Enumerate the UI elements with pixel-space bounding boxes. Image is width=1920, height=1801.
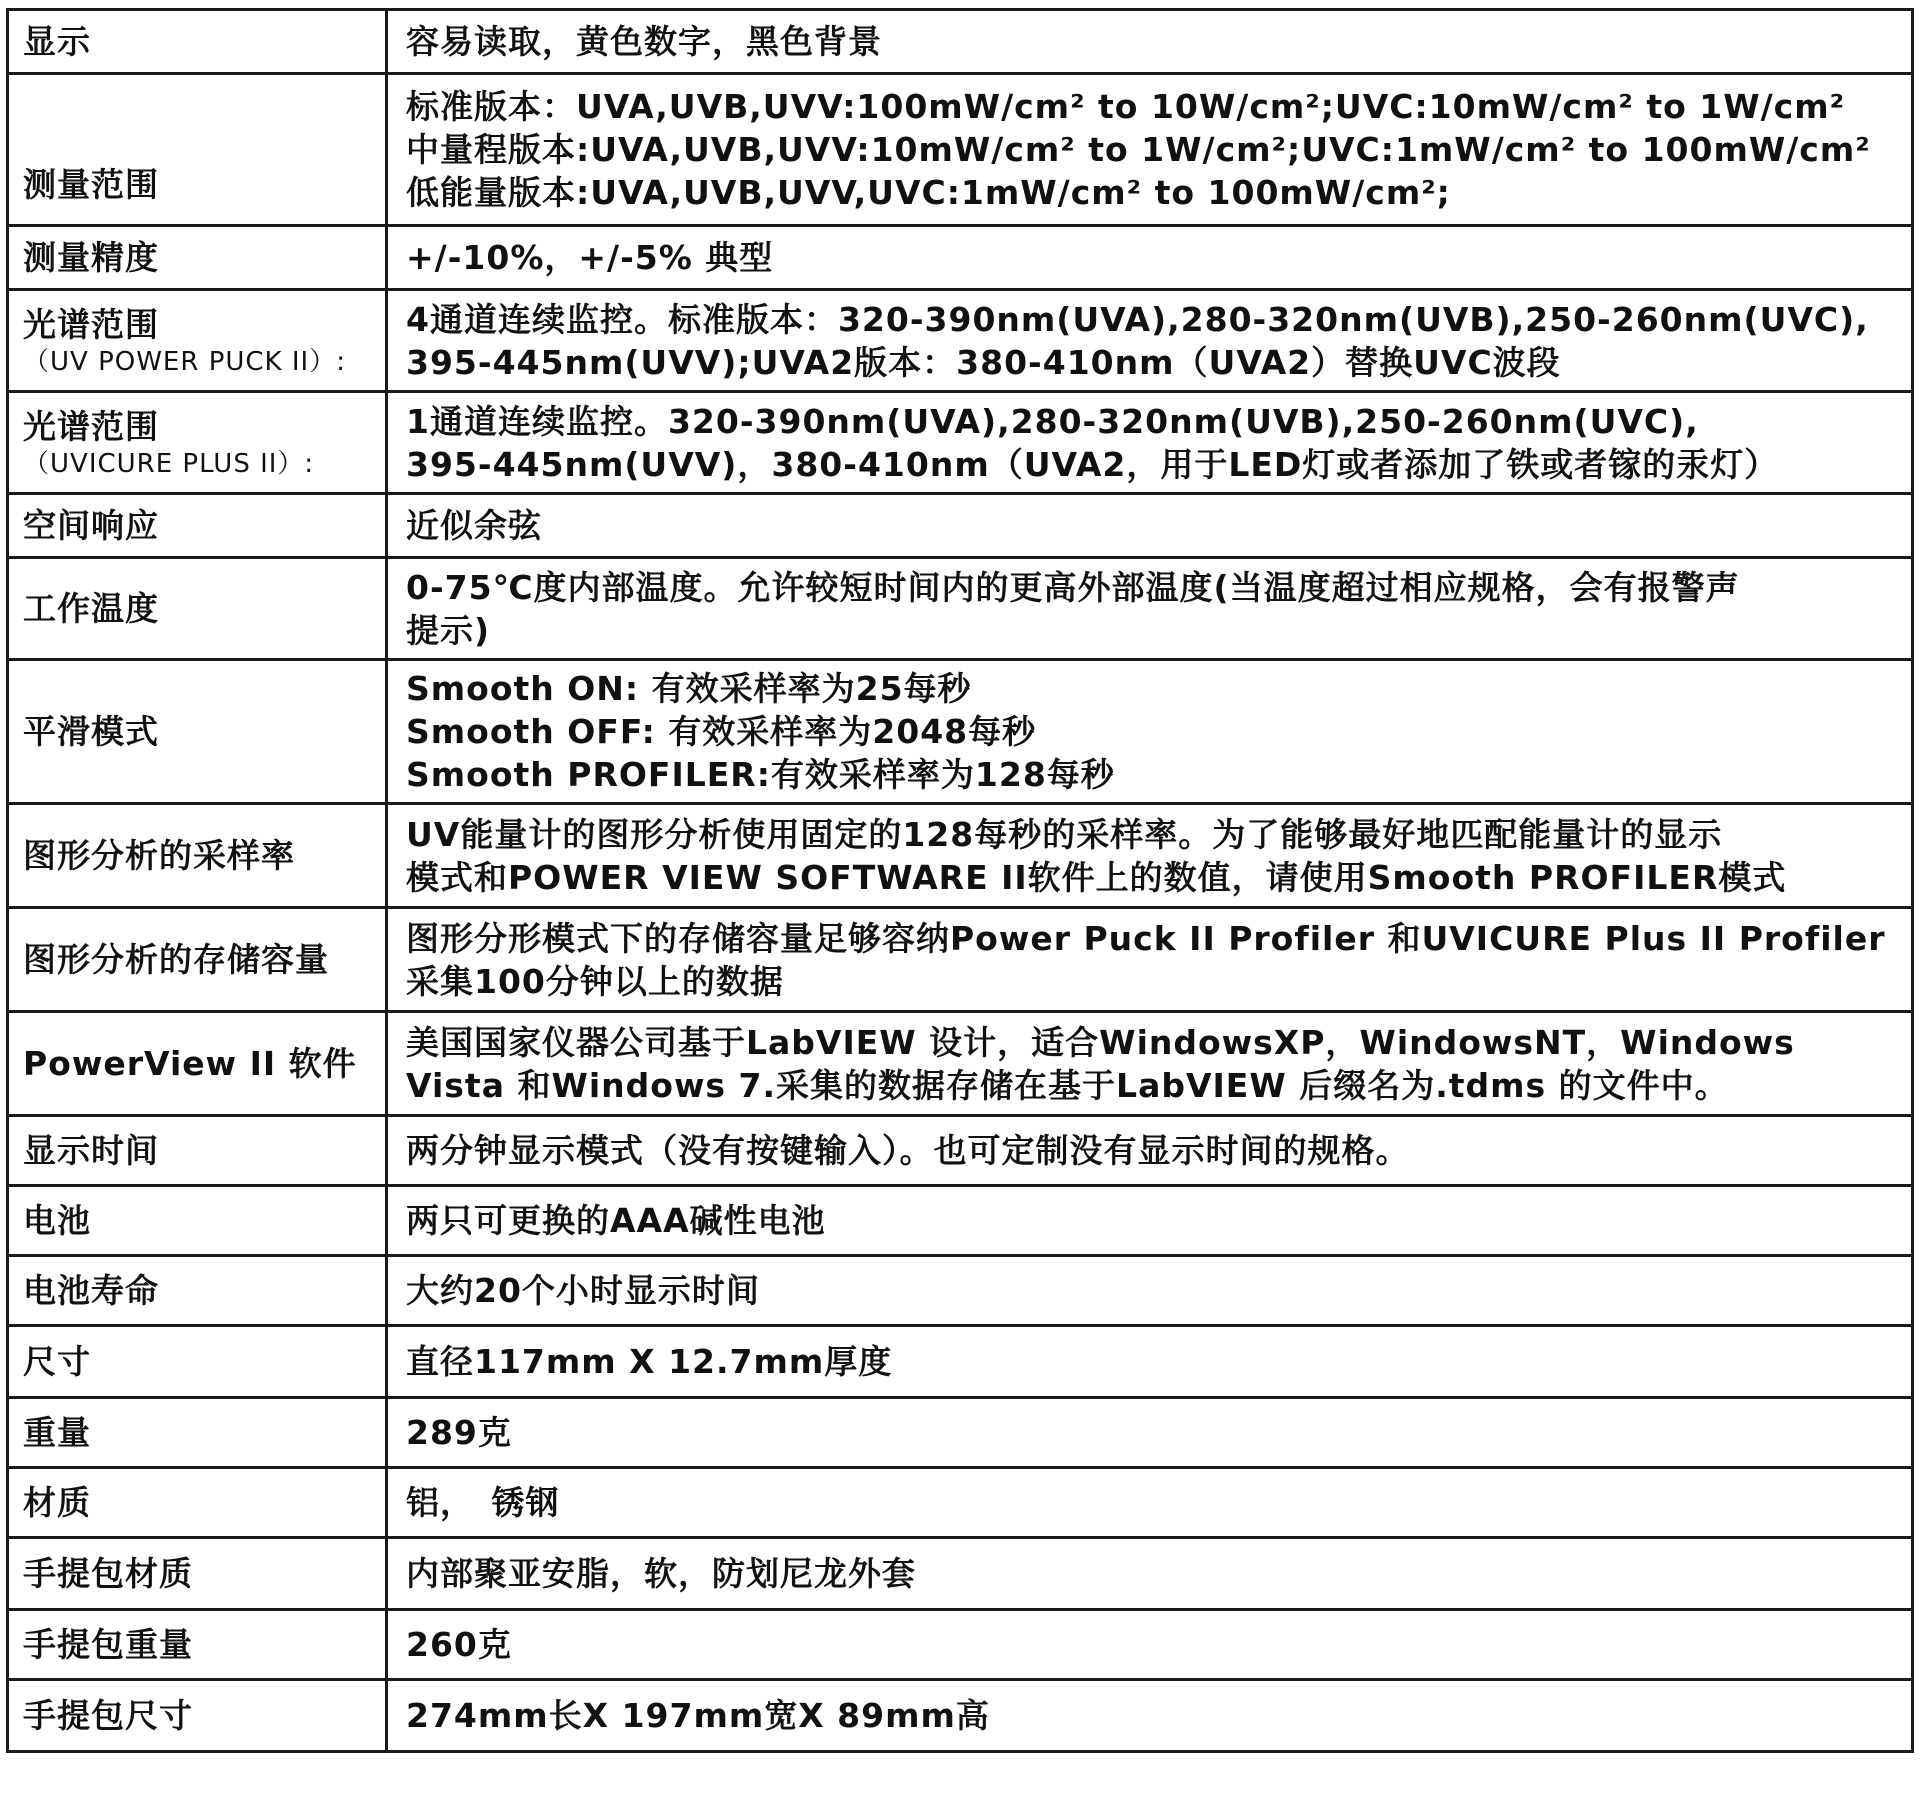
- row-label: 显示时间: [23, 1131, 159, 1170]
- row-value-line: Smooth OFF: 有效采样率为2048每秒: [406, 712, 1037, 751]
- spec-table-body: [8, 10, 1913, 1752]
- row-label-cell: [8, 660, 387, 804]
- row-value-cell: [387, 660, 1913, 804]
- table-row: [8, 1610, 1913, 1680]
- row-label: 空间响应: [23, 506, 159, 545]
- row-label: 手提包重量: [23, 1625, 193, 1664]
- table-row: [8, 1186, 1913, 1256]
- row-label-cell: [8, 1610, 387, 1680]
- table-row: [8, 1468, 1913, 1538]
- row-label: 电池寿命: [23, 1271, 159, 1310]
- row-label-cell: [8, 290, 387, 392]
- table-row: [8, 804, 1913, 908]
- row-label-cell: [8, 1538, 387, 1610]
- row-label-cell: [8, 558, 387, 660]
- table-row: [8, 1116, 1913, 1186]
- row-value-cell: [387, 1012, 1913, 1116]
- row-value-cell: [387, 1468, 1913, 1538]
- row-label: 测量范围: [23, 165, 159, 204]
- table-row: [8, 1538, 1913, 1610]
- row-value-line: 395-445nm(UVV)，380-410nm（UVA2，用于LED灯或者添加了铁或者镓的汞灯）: [406, 444, 1779, 484]
- row-value-line: 0-75℃度内部温度。允许较短时间内的更高外部温度(当温度超过相应规格，会有报警声: [406, 567, 1740, 607]
- row-label: 电池: [23, 1201, 91, 1240]
- table-row: [8, 74, 1913, 226]
- row-value-line: 铝， 锈钢: [406, 1483, 560, 1522]
- row-value-line: UV能量计的图形分析使用固定的128每秒的采样率。为了能够最好地匹配能量计的显示: [406, 814, 1723, 854]
- row-value-cell: [387, 1256, 1913, 1326]
- row-value-line: +/-10%，+/-5% 典型: [406, 238, 774, 277]
- table-row: [8, 226, 1913, 290]
- row-value-line: 模式和POWER VIEW SOFTWARE II软件上的数值，请使用Smooth PROFILER模式: [406, 857, 1787, 897]
- table-row: [8, 1326, 1913, 1398]
- row-value-line: 1通道连续监控。320-390nm(UVA),280-320nm(UVB),250-260nm(UVC),: [406, 401, 1699, 441]
- row-value-line: 近似余弦: [406, 506, 542, 545]
- table-row: [8, 1680, 1913, 1752]
- table-row: [8, 392, 1913, 494]
- row-value-line: 标准版本：UVA,UVB,UVV:100mW/cm² to 10W/cm²;UVC:10mW/cm² to 1W/cm²: [406, 87, 1846, 126]
- row-value-line: 395-445nm(UVV);UVA2版本：380-410nm（UVA2）替换UVC波段: [406, 342, 1561, 382]
- row-value-line: Smooth ON: 有效采样率为25每秒: [406, 669, 972, 708]
- row-value-line: 容易读取，黄色数字，黑色背景: [406, 22, 882, 61]
- row-value-line: 4通道连续监控。标准版本：320-390nm(UVA),280-320nm(UVB),250-260nm(UVC),: [406, 299, 1869, 339]
- spec-table: [6, 8, 1914, 1753]
- row-value-cell: [387, 392, 1913, 494]
- row-value-cell: [387, 804, 1913, 908]
- row-value-line: 直径117mm X 12.7mm厚度: [406, 1342, 893, 1381]
- row-label-cell: [8, 10, 387, 74]
- table-row: [8, 1256, 1913, 1326]
- row-label-cell: [8, 74, 387, 226]
- row-sublabel: （UVICURE PLUS II）:: [23, 449, 315, 479]
- row-value-line: 采集100分钟以上的数据: [406, 961, 784, 1001]
- row-value-line: 美国国家仪器公司基于LabVIEW 设计，适合WindowsXP，WindowsNT，Windows: [406, 1022, 1795, 1062]
- row-label-cell: [8, 1680, 387, 1752]
- row-value-cell: [387, 1398, 1913, 1468]
- row-value-cell: [387, 908, 1913, 1012]
- row-label: 图形分析的采样率: [23, 836, 295, 875]
- row-value-cell: [387, 494, 1913, 558]
- row-value-line: Vista 和Windows 7.采集的数据存储在基于LabVIEW 后缀名为.tdms 的文件中。: [406, 1065, 1729, 1105]
- row-label-cell: [8, 392, 387, 494]
- row-label-cell: [8, 804, 387, 908]
- row-value-line: 260克: [406, 1625, 512, 1664]
- table-row: [8, 290, 1913, 392]
- row-label: 显示: [23, 22, 91, 61]
- table-row: [8, 494, 1913, 558]
- row-label: 材质: [23, 1483, 91, 1522]
- row-value-cell: [387, 226, 1913, 290]
- row-label: 尺寸: [23, 1342, 91, 1381]
- row-label: PowerView II 软件: [23, 1044, 357, 1083]
- row-label: 手提包材质: [23, 1554, 193, 1593]
- row-label: 光谱范围: [23, 407, 159, 446]
- row-value-line: 两只可更换的AAA碱性电池: [406, 1201, 826, 1240]
- row-value-cell: [387, 1326, 1913, 1398]
- row-label: 手提包尺寸: [23, 1696, 193, 1735]
- row-label-cell: [8, 1186, 387, 1256]
- row-value-line: 274mm长X 197mm宽X 89mm高: [406, 1696, 990, 1735]
- row-value-cell: [387, 1680, 1913, 1752]
- row-sublabel: （UV POWER PUCK II）:: [23, 347, 346, 377]
- row-label-cell: [8, 908, 387, 1012]
- row-value-cell: [387, 74, 1913, 226]
- row-value-line: 大约20个小时显示时间: [406, 1271, 760, 1310]
- row-label-cell: [8, 494, 387, 558]
- table-row: [8, 1012, 1913, 1116]
- row-value-cell: [387, 1116, 1913, 1186]
- row-value-line: 中量程版本:UVA,UVB,UVV:10mW/cm² to 1W/cm²;UVC:1mW/cm² to 100mW/cm²: [406, 130, 1871, 169]
- table-row: [8, 660, 1913, 804]
- row-value-cell: [387, 1610, 1913, 1680]
- row-label: 平滑模式: [23, 712, 159, 751]
- row-label: 重量: [23, 1413, 91, 1452]
- row-label-cell: [8, 1012, 387, 1116]
- row-label: 光谱范围: [23, 305, 159, 344]
- row-value-cell: [387, 10, 1913, 74]
- table-row: [8, 908, 1913, 1012]
- table-row: [8, 10, 1913, 74]
- row-label: 测量精度: [23, 238, 159, 277]
- row-value-line: 内部聚亚安脂，软，防划尼龙外套: [406, 1554, 916, 1593]
- table-row: [8, 558, 1913, 660]
- row-label-cell: [8, 226, 387, 290]
- row-value-cell: [387, 1538, 1913, 1610]
- row-value-line: 289克: [406, 1413, 512, 1452]
- row-value-cell: [387, 1186, 1913, 1256]
- row-label-cell: [8, 1116, 387, 1186]
- row-value-cell: [387, 290, 1913, 392]
- row-label-cell: [8, 1468, 387, 1538]
- row-label-cell: [8, 1256, 387, 1326]
- row-value-line: Smooth PROFILER:有效采样率为128每秒: [406, 755, 1115, 794]
- row-value-line: 低能量版本:UVA,UVB,UVV,UVC:1mW/cm² to 100mW/cm²;: [406, 173, 1451, 212]
- row-value-line: 提示): [406, 610, 491, 650]
- row-value-line: 图形分形模式下的存储容量足够容纳Power Puck II Profiler 和UVICURE Plus II Profiler: [406, 918, 1886, 958]
- row-label-cell: [8, 1326, 387, 1398]
- row-value-cell: [387, 558, 1913, 660]
- row-value-line: 两分钟显示模式（没有按键输入）。也可定制没有显示时间的规格。: [406, 1131, 1410, 1170]
- row-label-cell: [8, 1398, 387, 1468]
- row-label: 工作温度: [23, 589, 159, 628]
- table-row: [8, 1398, 1913, 1468]
- row-label: 图形分析的存储容量: [23, 940, 329, 979]
